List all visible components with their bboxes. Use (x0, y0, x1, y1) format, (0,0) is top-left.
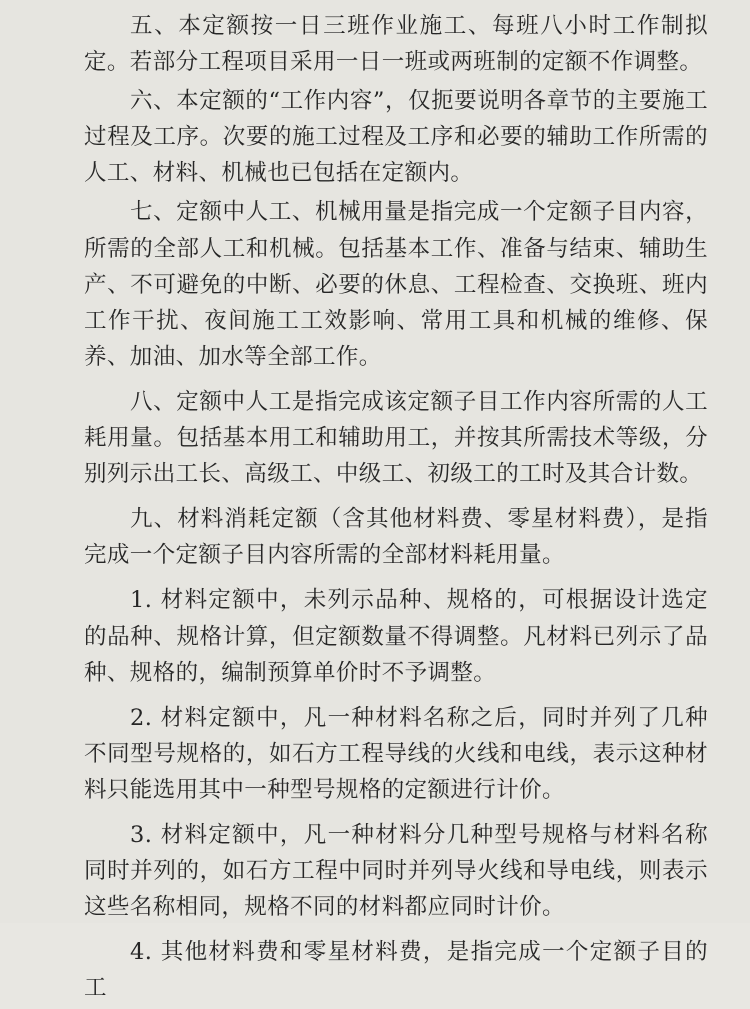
paragraph-8: 八、定额中人工是指完成该定额子目工作内容所需的人工耗用量。包括基本用工和辅助用工，并按其所需技术等级，分别列示出工长、高级工、中级工、初级工的工时及其合计数。 (84, 388, 708, 488)
paragraph-9-item-4: 4. 其他材料费和零星材料费，是指完成一个定额子目的工 (84, 939, 708, 1002)
paragraph-6: 六、本定额的“工作内容”，仅扼要说明各章节的主要施工过程及工序。次要的施工过程及工序和必要的辅助工作所需的人工、材料、机械也已包括在定额内。 (84, 88, 708, 187)
document-body (84, 8, 708, 1009)
paragraph-9-item-2: 2. 材料定额中，凡一种材料名称之后，同时并列了几种不同型号规格的，如石方工程导线的火线和电线，表示这种材料只能选用其中一种型号规格的定额进行计价。 (84, 704, 708, 803)
paragraph-9-item-1: 1. 材料定额中，未列示品种、规格的，可根据设计选定的品种、规格计算，但定额数量不得调整。凡材料已列示了品种、规格的，编制预算单价时不予调整。 (84, 587, 708, 686)
paragraph-9: 九、材料消耗定额（含其他材料费、零星材料费），是指完成一个定额子目内容所需的全部材料耗用量。 (84, 506, 708, 569)
paragraph-7: 七、定额中人工、机械用量是指完成一个定额子目内容，所需的全部人工和机械。包括基本工作、准备与结束、辅助生产、不可避免的中断、必要的休息、工程检查、交换班、班内工作干扰、夜间施工工效影响、常用工具和机械的维修、保养、加油、加水等全部工作。 (84, 199, 708, 370)
paragraph-5: 五、本定额按一日三班作业施工、每班八小时工作制拟定。若部分工程项目采用一日一班或两班制的定额不作调整。 (84, 13, 708, 76)
paragraph-9-item-3: 3. 材料定额中，凡一种材料分几种型号规格与材料名称同时并列的，如石方工程中同时并列导火线和导电线，则表示这些名称相同，规格不同的材料都应同时计价。 (84, 821, 708, 921)
